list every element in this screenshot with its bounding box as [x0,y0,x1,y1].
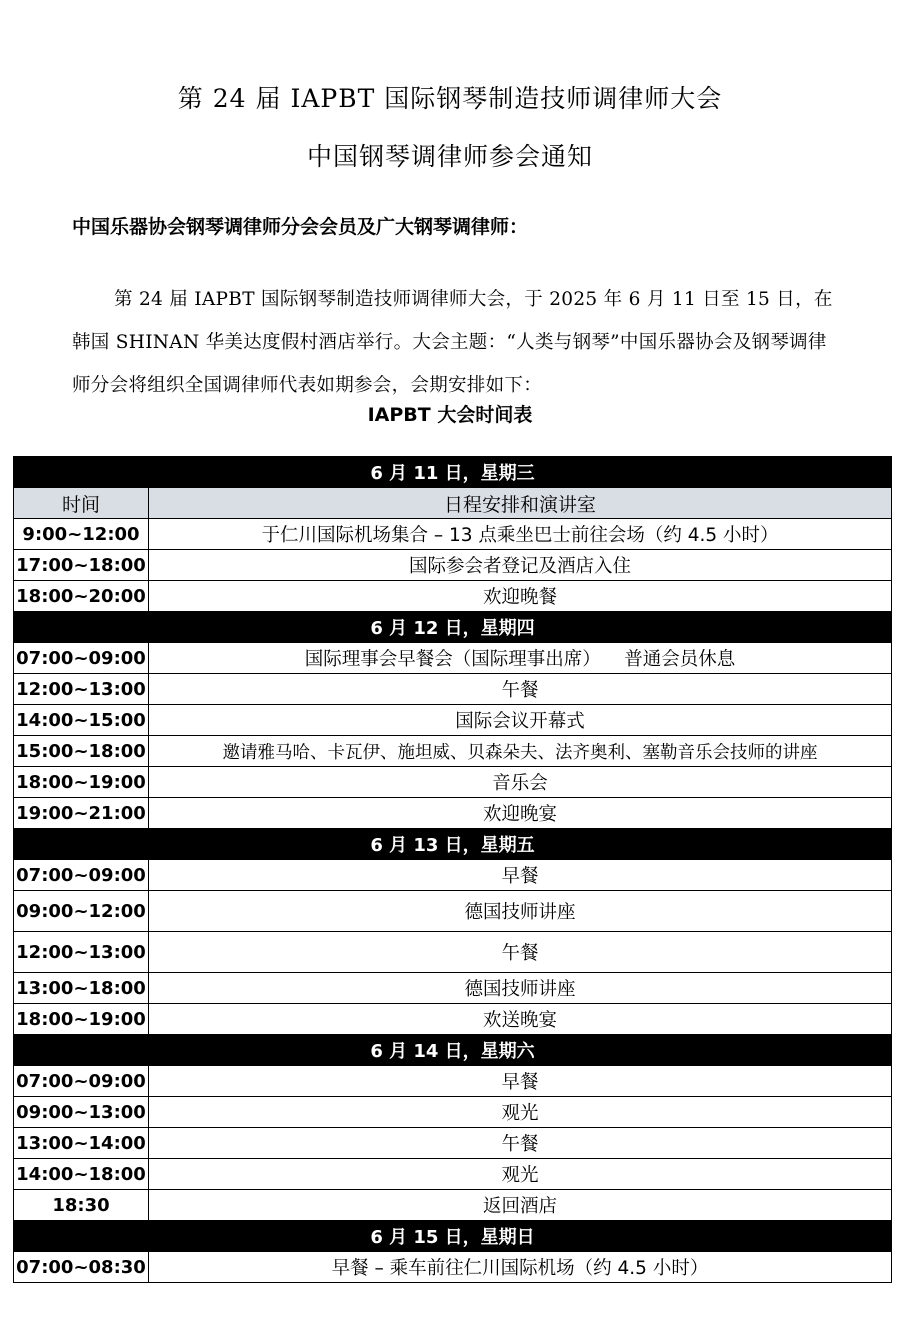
day-header-row [14,829,892,860]
row-event: 午餐 [149,932,892,973]
row-event: 邀请雅马哈、卡瓦伊、施坦威、贝森朵夫、法齐奥利、塞勒音乐会技师的讲座 [149,736,892,767]
table-row [14,643,892,674]
row-time: 13:00~14:00 [14,1128,149,1159]
row-time: 18:00~20:00 [14,581,149,612]
table-row [14,519,892,550]
row-event: 音乐会 [149,767,892,798]
row-event: 国际参会者登记及酒店入住 [149,550,892,581]
row-event: 德国技师讲座 [149,973,892,1004]
day-header: 6 月 13 日，星期五 [14,829,892,860]
table-row [14,1066,892,1097]
day-header: 6 月 14 日，星期六 [14,1035,892,1066]
day-header-row [14,1221,892,1252]
row-time: 18:00~19:00 [14,1004,149,1035]
table-row [14,550,892,581]
salutation: 中国乐器协会钢琴调律师分会会员及广大钢琴调律师： [72,216,529,238]
document-title: 第 24 届 IAPBT 国际钢琴制造技师调律师大会 [177,84,723,113]
row-time: 07:00~09:00 [14,1066,149,1097]
row-time: 07:00~09:00 [14,860,149,891]
row-time: 13:00~18:00 [14,973,149,1004]
day-header-row [14,612,892,643]
table-row [14,1159,892,1190]
row-time: 18:30 [14,1190,149,1221]
row-time: 9:00~12:00 [14,519,149,550]
row-time: 09:00~13:00 [14,1097,149,1128]
table-row [14,705,892,736]
table-row [14,767,892,798]
row-event: 国际会议开幕式 [149,705,892,736]
row-time: 14:00~15:00 [14,705,149,736]
row-time: 14:00~18:00 [14,1159,149,1190]
row-event: 返回酒店 [149,1190,892,1221]
row-event: 观光 [149,1159,892,1190]
row-time: 19:00~21:00 [14,798,149,829]
schedule-title: IAPBT 大会时间表 [367,404,533,426]
table-row [14,1004,892,1035]
row-time: 09:00~12:00 [14,891,149,932]
row-time: 12:00~13:00 [14,932,149,973]
table-row [14,736,892,767]
row-time: 07:00~08:30 [14,1252,149,1283]
row-time: 12:00~13:00 [14,674,149,705]
row-time: 15:00~18:00 [14,736,149,767]
row-time: 17:00~18:00 [14,550,149,581]
row-event: 欢送晚宴 [149,1004,892,1035]
column-header-event: 日程安排和演讲室 [149,488,892,519]
row-event: 早餐 [149,860,892,891]
row-time: 07:00~09:00 [14,643,149,674]
day-header-row [14,1035,892,1066]
table-row [14,674,892,705]
row-event: 早餐 [149,1066,892,1097]
day-header-row [14,457,892,488]
row-time: 18:00~19:00 [14,767,149,798]
row-event: 国际理事会早餐会（国际理事出席） 普通会员休息 [149,643,892,674]
row-event: 德国技师讲座 [149,891,892,932]
table-row [14,932,892,973]
row-event: 午餐 [149,674,892,705]
table-row [14,860,892,891]
column-header-time: 时间 [14,488,149,519]
table-row [14,581,892,612]
table-row [14,973,892,1004]
document-subtitle: 中国钢琴调律师参会通知 [306,142,593,171]
row-event: 欢迎晚餐 [149,581,892,612]
schedule-table [13,456,892,1283]
row-event: 欢迎晚宴 [149,798,892,829]
table-row [14,1252,892,1283]
day-header: 6 月 11 日，星期三 [14,457,892,488]
table-row [14,1128,892,1159]
row-event: 观光 [149,1097,892,1128]
row-event: 于仁川国际机场集合 – 13 点乘坐巴士前往会场（约 4.5 小时） [149,519,892,550]
row-event: 午餐 [149,1128,892,1159]
day-header: 6 月 15 日，星期日 [14,1221,892,1252]
intro-paragraph: 第 24 届 IAPBT 国际钢琴制造技师调律师大会，于 2025 年 6 月 11 日至 15 日，在韩国 SHINAN 华美达度假村酒店举行。大会主题：“人类与钢琴”中国乐器协会及钢琴调律师分会将组织全国调律师代表如期参会，会期安排如下： [72,289,833,396]
table-row [14,798,892,829]
row-event: 早餐 – 乘车前往仁川国际机场（约 4.5 小时） [149,1252,892,1283]
table-row [14,891,892,932]
table-row [14,1097,892,1128]
day-header: 6 月 12 日，星期四 [14,612,892,643]
column-header-row [14,488,892,519]
table-row [14,1190,892,1221]
